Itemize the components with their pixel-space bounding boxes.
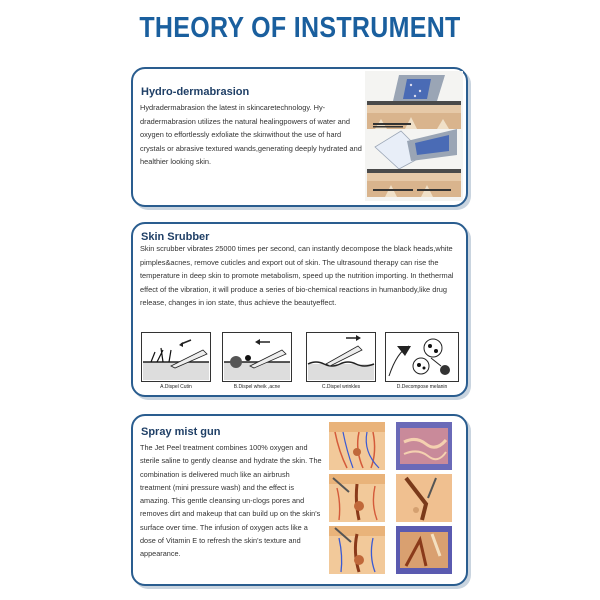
step-caption: C.Dispel wrinkles xyxy=(321,384,361,390)
decompose-melanin-illustration xyxy=(385,332,459,382)
page-title: THEORY OF INSTRUMENT xyxy=(139,11,461,45)
section-body: Hydradermabrasion the latest in skincaretechnology. Hy-dradermabrasion utilizes the natural healingpowers of water and oxygen to effortlessly exfoliate the skinwithout the use of hard crystals or abrasive textured wands,generating deeply hydrated and healthier looking skin. xyxy=(140,103,362,167)
dispel-acne-illustration xyxy=(222,332,292,382)
step-caption: A.Dispel Cutin xyxy=(160,384,192,390)
section-heading: Spray mist gun xyxy=(141,426,221,438)
skin-layer-illustration-1 xyxy=(329,422,385,470)
dispel-cutin-illustration xyxy=(141,332,211,382)
section-heading: Skin Srubber xyxy=(141,231,210,243)
section-body: The Jet Peel treatment combines 100% oxygen and sterile saline to gently cleanse and hydrate the skin. The combination is delivered much like an airbrush treatment (mini pressure wash) and the effect is amazing. This gentle cleansing un-clogs pores and removes dirt and makeup that can build up on the skin's surface over time. The infusion of oxygen acts like a dose of Vitamin E to refresh the skin's texture and appearance. xyxy=(140,443,322,559)
skin-layer-illustration-6 xyxy=(396,526,452,574)
step-caption: D.Decompose melanin xyxy=(396,384,448,390)
section-body: Skin scrubber vibrates 25000 times per second, can instantly decompose the black heads,white pimples&acnes, remove cuticles and export out of skin. The ultrasound therapy can rise the temperature in deep skin to promote metabolism, speed up the nutrition importing. In thethermal effect of the vibration, it will produce a series of bio-chemical reactions in humanbody,like drug release, changes in ion state, thus achieve the beautyeffect. xyxy=(140,244,454,308)
hydro-dermabrasion-card xyxy=(131,67,468,207)
skin-layer-illustration-3 xyxy=(329,474,385,522)
spray-mist-gun-card xyxy=(131,414,468,586)
step-caption: B.Dispel wheik ,acne xyxy=(233,384,281,390)
skin-layer-illustration-2 xyxy=(396,422,452,470)
skin-layer-illustration-5 xyxy=(329,526,385,574)
section-heading: Hydro-dermabrasion xyxy=(141,86,250,98)
hydro-dermabrasion-diagram xyxy=(365,71,463,201)
skin-scrubber-card xyxy=(131,222,468,397)
skin-layer-illustration-4 xyxy=(396,474,452,522)
dispel-wrinkles-illustration xyxy=(306,332,376,382)
